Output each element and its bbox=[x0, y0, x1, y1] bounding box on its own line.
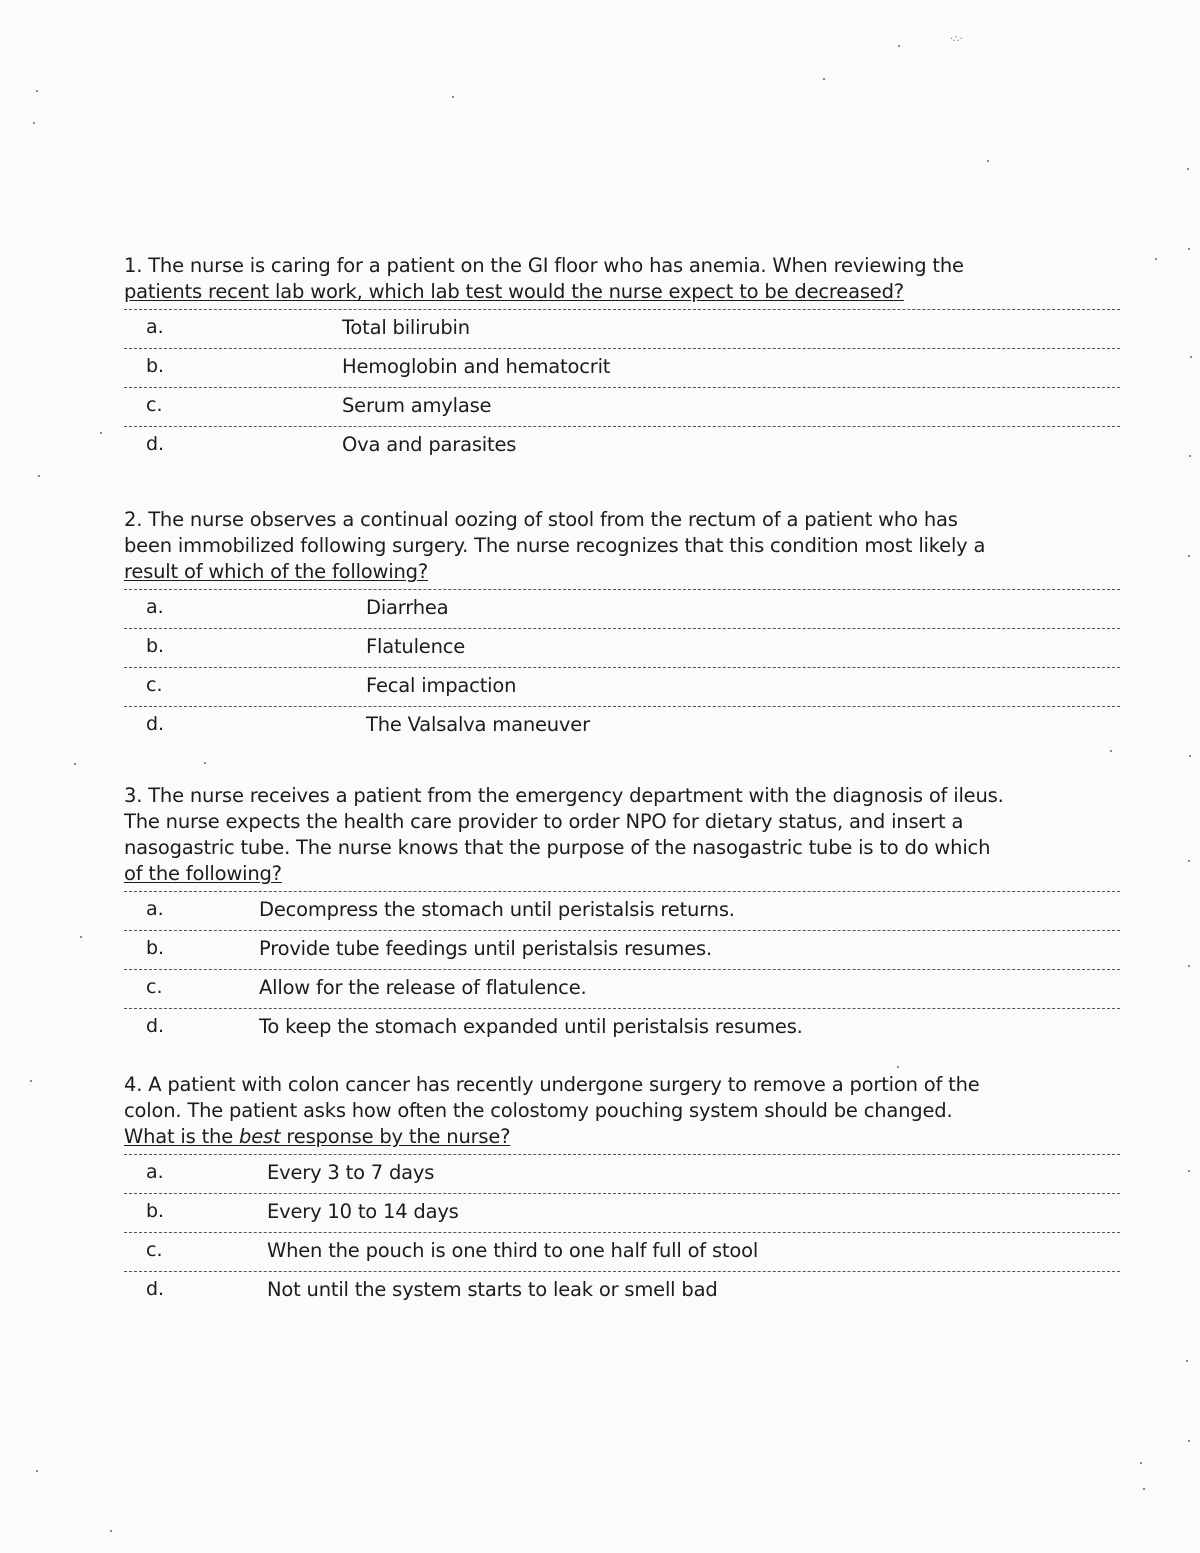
question-4 bbox=[124, 1072, 1120, 1310]
option-text: Allow for the release of flatulence. bbox=[259, 976, 587, 999]
option-text: Diarrhea bbox=[366, 596, 449, 619]
scan-speck bbox=[110, 1530, 112, 1532]
scan-speck bbox=[1189, 755, 1191, 757]
scan-speck bbox=[1143, 1488, 1145, 1490]
question-2-stem-line-3: result of which of the following? bbox=[124, 560, 428, 583]
option-text: When the pouch is one third to one half full of stool bbox=[267, 1239, 759, 1262]
option-text: Hemoglobin and hematocrit bbox=[342, 355, 611, 378]
option-row[interactable] bbox=[124, 309, 1120, 349]
option-text: The Valsalva maneuver bbox=[366, 713, 590, 736]
option-letter: b. bbox=[146, 1200, 165, 1222]
question-3-stem-line-1: 3. The nurse receives a patient from the emergency department with the diagnosis of ileus. bbox=[124, 784, 1004, 807]
option-row[interactable] bbox=[124, 349, 1120, 388]
option-text: Not until the system starts to leak or smell bad bbox=[267, 1278, 718, 1301]
option-text: Ova and parasites bbox=[342, 433, 517, 456]
option-letter: d. bbox=[146, 1015, 165, 1037]
option-text: Fecal impaction bbox=[366, 674, 517, 697]
option-text: Provide tube feedings until peristalsis resumes. bbox=[259, 937, 712, 960]
option-letter: d. bbox=[146, 1278, 165, 1300]
option-row[interactable] bbox=[124, 707, 1120, 745]
option-text: Every 3 to 7 days bbox=[267, 1161, 435, 1184]
option-letter: b. bbox=[146, 355, 165, 377]
scan-speck bbox=[80, 936, 82, 938]
question-1-options bbox=[124, 309, 1120, 465]
scan-speck bbox=[38, 475, 40, 477]
scan-speck bbox=[1188, 1170, 1190, 1172]
question-4-stem-line-1: 4. A patient with colon cancer has recently undergone surgery to remove a portion of the bbox=[124, 1073, 980, 1096]
option-row[interactable] bbox=[124, 891, 1120, 931]
question-1-stem-line-2: patients recent lab work, which lab test would the nurse expect to be decreased? bbox=[124, 280, 904, 303]
question-4-options bbox=[124, 1154, 1120, 1310]
stem-text-after: response by the nurse? bbox=[280, 1125, 511, 1148]
option-row[interactable] bbox=[124, 1154, 1120, 1194]
question-3-stem bbox=[124, 783, 1004, 887]
scan-speck bbox=[74, 763, 76, 765]
scan-speck bbox=[987, 160, 989, 162]
question-1 bbox=[124, 253, 1120, 465]
question-3-stem-line-4: of the following? bbox=[124, 862, 282, 885]
question-3-stem-line-3: nasogastric tube. The nurse knows that the purpose of the nasogastric tube is to do which bbox=[124, 836, 991, 859]
question-1-stem bbox=[124, 253, 1004, 305]
option-letter: d. bbox=[146, 433, 165, 455]
option-row[interactable] bbox=[124, 1233, 1120, 1272]
scan-speck bbox=[1188, 1440, 1190, 1442]
option-row[interactable] bbox=[124, 1272, 1120, 1310]
question-2 bbox=[124, 507, 1120, 745]
option-text: Decompress the stomach until peristalsis returns. bbox=[259, 898, 735, 921]
scan-speck bbox=[36, 90, 38, 92]
option-letter: a. bbox=[146, 1161, 164, 1183]
question-4-stem-line-2: colon. The patient asks how often the colostomy pouching system should be changed. bbox=[124, 1099, 953, 1122]
question-3-options bbox=[124, 891, 1120, 1047]
option-row[interactable] bbox=[124, 427, 1120, 465]
option-row[interactable] bbox=[124, 629, 1120, 668]
scan-speck bbox=[100, 432, 102, 434]
option-row[interactable] bbox=[124, 668, 1120, 707]
option-letter: a. bbox=[146, 898, 164, 920]
question-2-stem-line-2: been immobilized following surgery. The nurse recognizes that this condition most likely a bbox=[124, 534, 986, 557]
question-2-stem-line-1: 2. The nurse observes a continual oozing of stool from the rectum of a patient who has bbox=[124, 508, 958, 531]
scan-speck bbox=[823, 78, 825, 80]
stem-text-before: What is the bbox=[124, 1125, 240, 1148]
option-text: Flatulence bbox=[366, 635, 466, 658]
scan-speck bbox=[30, 1080, 32, 1082]
scan-speck bbox=[1140, 1462, 1142, 1464]
question-4-stem-line-3 bbox=[124, 1124, 1004, 1150]
option-text: Serum amylase bbox=[342, 394, 492, 417]
question-2-stem bbox=[124, 507, 1004, 585]
option-letter: d. bbox=[146, 713, 165, 735]
option-letter: c. bbox=[146, 394, 163, 416]
question-2-options bbox=[124, 589, 1120, 745]
option-text: Every 10 to 14 days bbox=[267, 1200, 459, 1223]
scan-speck bbox=[1155, 258, 1157, 260]
scan-speck bbox=[897, 1066, 899, 1068]
option-row[interactable] bbox=[124, 388, 1120, 427]
header-scan-mark: ·∴· bbox=[950, 34, 963, 45]
scan-speck bbox=[1110, 750, 1112, 752]
option-letter: c. bbox=[146, 976, 163, 998]
scan-speck bbox=[1188, 860, 1190, 862]
option-row[interactable] bbox=[124, 970, 1120, 1009]
question-4-stem bbox=[124, 1072, 1004, 1150]
scan-speck bbox=[204, 762, 206, 764]
option-letter: a. bbox=[146, 316, 164, 338]
option-row[interactable] bbox=[124, 1194, 1120, 1233]
option-letter: a. bbox=[146, 596, 164, 618]
question-1-stem-line-1: 1. The nurse is caring for a patient on the GI floor who has anemia. When reviewing the bbox=[124, 254, 964, 277]
scan-speck bbox=[1188, 555, 1190, 557]
scan-speck bbox=[1186, 1360, 1188, 1362]
option-text: Total bilirubin bbox=[342, 316, 470, 339]
scan-speck bbox=[36, 1470, 38, 1472]
scan-speck bbox=[1189, 455, 1191, 457]
option-letter: b. bbox=[146, 937, 165, 959]
option-row[interactable] bbox=[124, 1009, 1120, 1047]
option-row[interactable] bbox=[124, 589, 1120, 629]
scan-speck bbox=[452, 96, 454, 98]
question-3-stem-line-2: The nurse expects the health care provider to order NPO for dietary status, and insert a bbox=[124, 810, 964, 833]
scan-speck bbox=[898, 45, 900, 47]
scan-speck bbox=[1188, 965, 1190, 967]
scan-speck bbox=[1190, 356, 1192, 358]
stem-emphasis-best: best bbox=[239, 1125, 281, 1148]
option-row[interactable] bbox=[124, 931, 1120, 970]
option-text: To keep the stomach expanded until peristalsis resumes. bbox=[259, 1015, 803, 1038]
scan-speck bbox=[33, 122, 35, 124]
option-letter: c. bbox=[146, 1239, 163, 1261]
scan-speck bbox=[1187, 168, 1189, 170]
scan-speck bbox=[1188, 248, 1190, 250]
option-letter: c. bbox=[146, 674, 163, 696]
option-letter: b. bbox=[146, 635, 165, 657]
question-3 bbox=[124, 783, 1120, 1047]
